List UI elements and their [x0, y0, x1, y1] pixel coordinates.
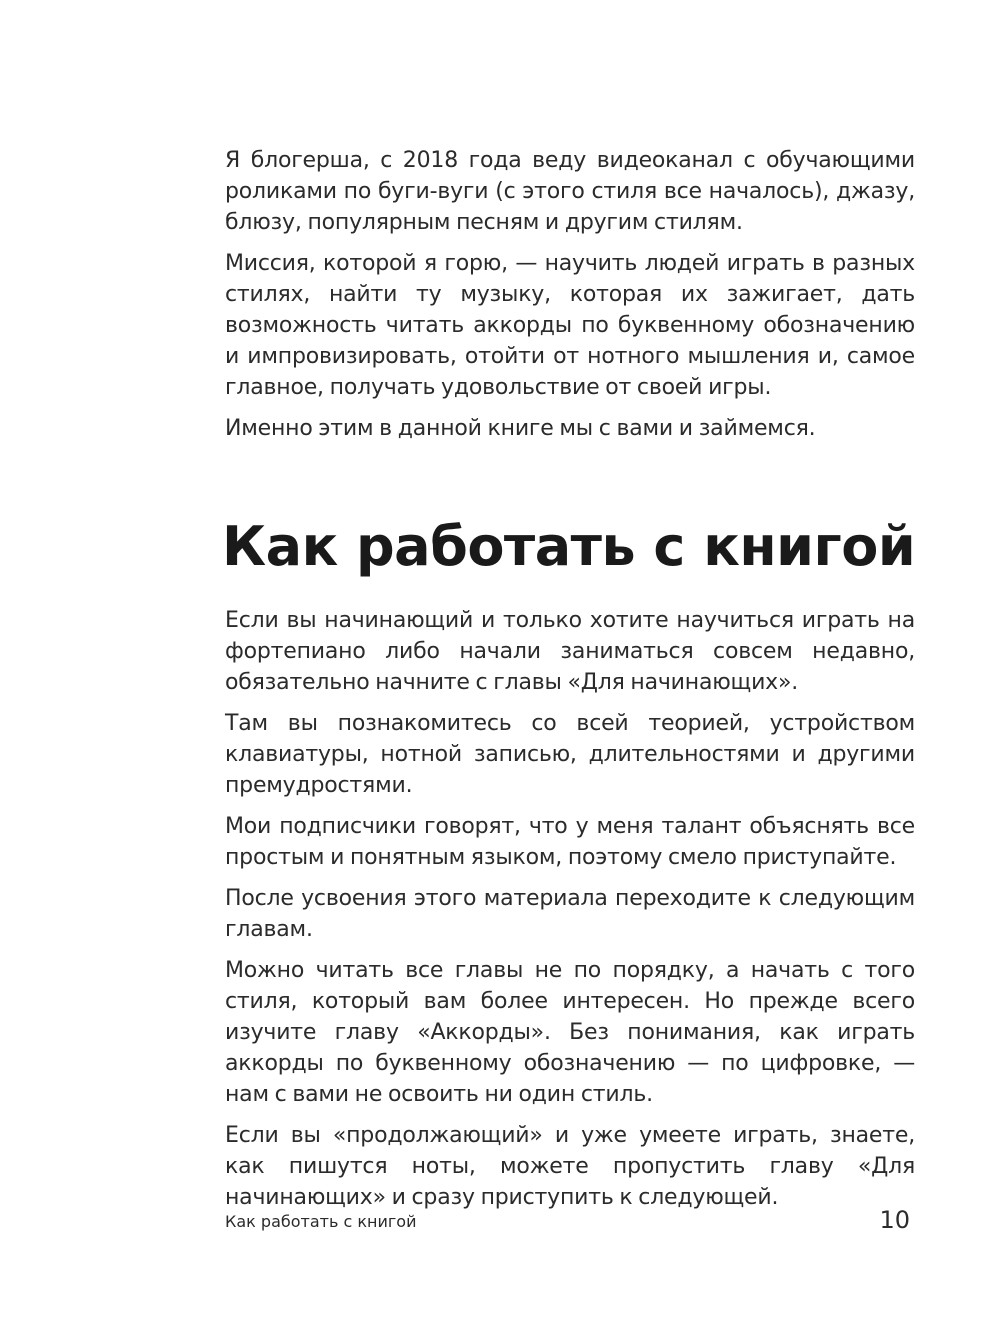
section-paragraph-6: Если вы «продолжающий» и уже умеете играть, знаете, как пишутся ноты, можете пропустить главу «Для начинающих» и сразу приступить к следующей.	[225, 1123, 915, 1210]
intro-paragraph-3: Именно этим в данной книге мы с вами и займемся.	[225, 416, 816, 441]
section-heading: Как работать с книгой	[222, 515, 916, 578]
section-paragraph-1: Если вы начинающий и только хотите научиться играть на фортепиано либо начали заниматься совсем недавно, обязательно начните с главы «Для начинающих».	[225, 608, 915, 695]
page-number: 10	[879, 1206, 910, 1234]
section-paragraph-3: Мои подписчики говорят, что у меня талант объяснять все простым и понятным языком, поэтому смело приступайте.	[225, 814, 915, 870]
section-text-block	[225, 605, 915, 1223]
section-paragraph-5: Можно читать все главы не по порядку, а начать с того стиля, который вам более интересен. Но прежде всего изучите главу «Аккорды». Без понимания, как играть аккорды по буквенному обозначению — по цифровке, — нам с вами не освоить ни один стиль.	[225, 958, 915, 1107]
intro-text-block	[225, 145, 915, 454]
intro-paragraph-2: Миссия, которой я горю, — научить людей играть в разных стилях, найти ту музыку, которая их зажигает, дать возможность читать аккорды по буквенному обозначению и импровизировать, отойти от нотного мышления и, самое главное, получать удовольствие от своей игры.	[225, 251, 915, 400]
running-footer-title: Как работать с книгой	[225, 1212, 417, 1231]
section-paragraph-2: Там вы познакомитесь со всей теорией, устройством клавиатуры, нотной записью, длительностями и другими премудростями.	[225, 711, 915, 798]
section-paragraph-4: После усвоения этого материала переходите к следующим главам.	[225, 886, 915, 942]
intro-paragraph-1: Я блогерша, с 2018 года веду видеоканал с обучающими роликами по буги-вуги (с этого стиля все началось), джазу, блюзу, популярным песням и другим стилям.	[225, 148, 915, 235]
